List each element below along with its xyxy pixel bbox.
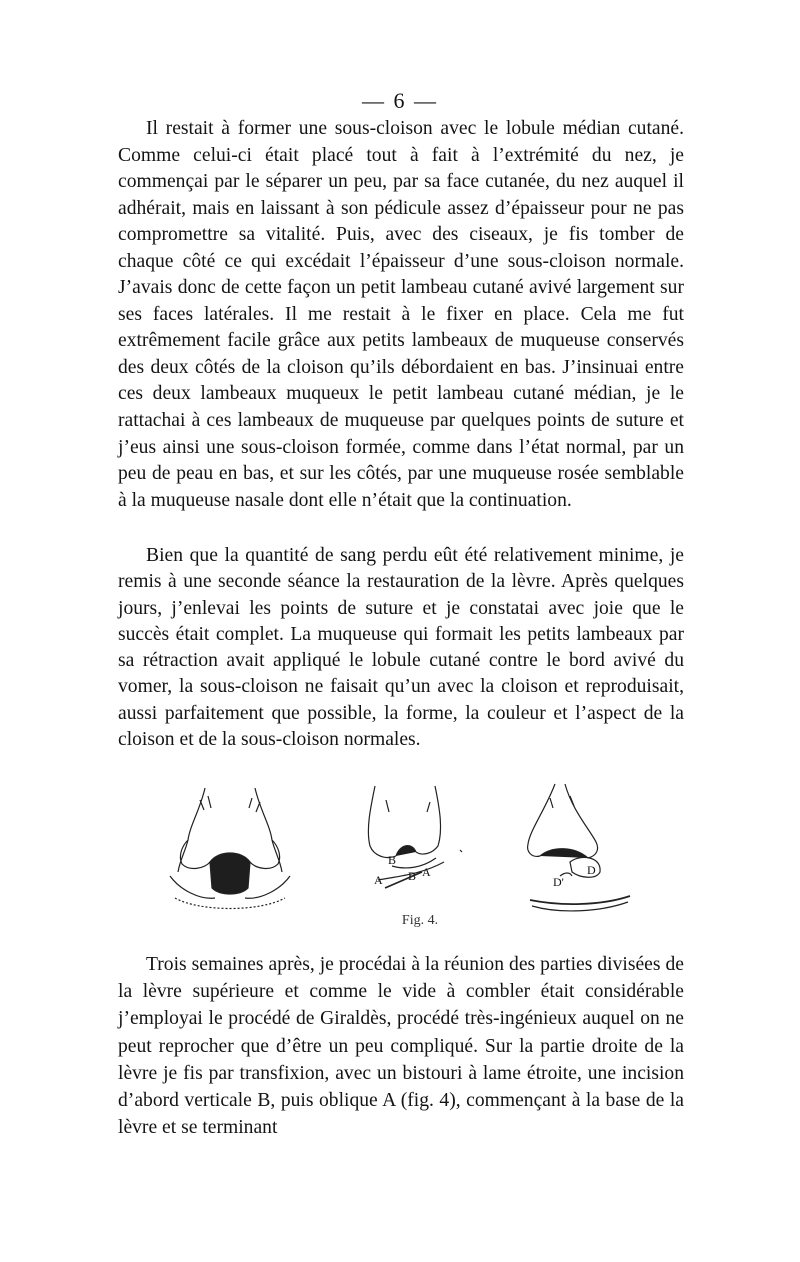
paragraph-2 xyxy=(118,543,684,753)
label-b-right: B xyxy=(408,869,417,883)
paragraph-1-text: Il restait à former une sous-cloison avec le lobule médian cutané. Comme celui-ci était placé tout à fait à l’extrémité du nez, je commençai par le séparer un peu, par sa face cutanée, du nez auquel il adhérait, mais en laissant à son pédicule assez d’épaisseur pour ne pas compromettre sa vitalité. Puis, avec des ciseaux, je fis tomber de chaque côté ce qui excédait l’épaisseur d’une sous-cloison normale. J’avais donc de cette façon un petit lambeau cutané avivé largement sur ses faces latérales. Il me restait à le fixer en place. Cela me fut extrêmement facile grâce aux petits lambeaux de muqueuse conservés des deux côtés de la cloison qu’ils débordaient en bas. J’insinuai entre ces deux lambeaux muqueux le petit lambeau cutané médian, je le rattachai à ces lambeaux de muqueuse par quelques points de suture et j’eus ainsi une sous-cloison formée, comme dans l’état normal, par un peu de peau en bas, et sur les côtés, par une muqueuse rosée semblable à la muqueuse nasale dont elle n’était que la continuation. xyxy=(118,118,684,511)
label-d: D xyxy=(587,863,596,877)
figure-4-illustration xyxy=(160,780,680,912)
paragraph-3-text: Trois semaines après, je procédai à la réunion des parties divisées de la lèvre supérieure et comme le vide à combler était considérable j’employai le procédé de Giraldès, procédé très-ingénieux auquel on ne peut reprocher que d’être un peu compliqué. Sur la partie droite de la lèvre je fis par transfixion, avec un bistouri à lame étroite, une incision d’abord verticale B, puis oblique A (fig. 4), commençant à la base de la lèvre et se terminant xyxy=(118,954,684,1139)
label-a-right: A xyxy=(422,865,431,879)
paragraph-2-text: Bien que la quantité de sang perdu eût été relativement minime, je remis à une seconde séance la restauration de la lèvre. Après quelques jours, j’enlevai les points de suture et je constatai avec joie que le succès était complet. La muqueuse qui formait les petits lambeaux par sa rétraction avait appliqué le lobule cutané contre le bord avivé du vomer, la sous-cloison ne faisait qu’un avec la cloison et reproduisait, aussi parfaitement que possible, la forme, la couleur et l’aspect de la cloison et de la sous-cloison normales. xyxy=(118,545,684,751)
paragraph-1 xyxy=(118,116,684,514)
label-a-left: A xyxy=(374,873,383,887)
paragraph-3 xyxy=(118,951,684,1141)
label-b-left: B xyxy=(388,853,397,867)
nose-profile-drawing-2 xyxy=(528,784,630,911)
nose-frontal-drawing xyxy=(170,788,290,909)
page-number: — 6 — xyxy=(362,88,438,113)
label-d-prime: D' xyxy=(553,875,564,889)
figure-caption: Fig. 4. xyxy=(401,913,439,928)
figure-4 xyxy=(160,780,680,930)
